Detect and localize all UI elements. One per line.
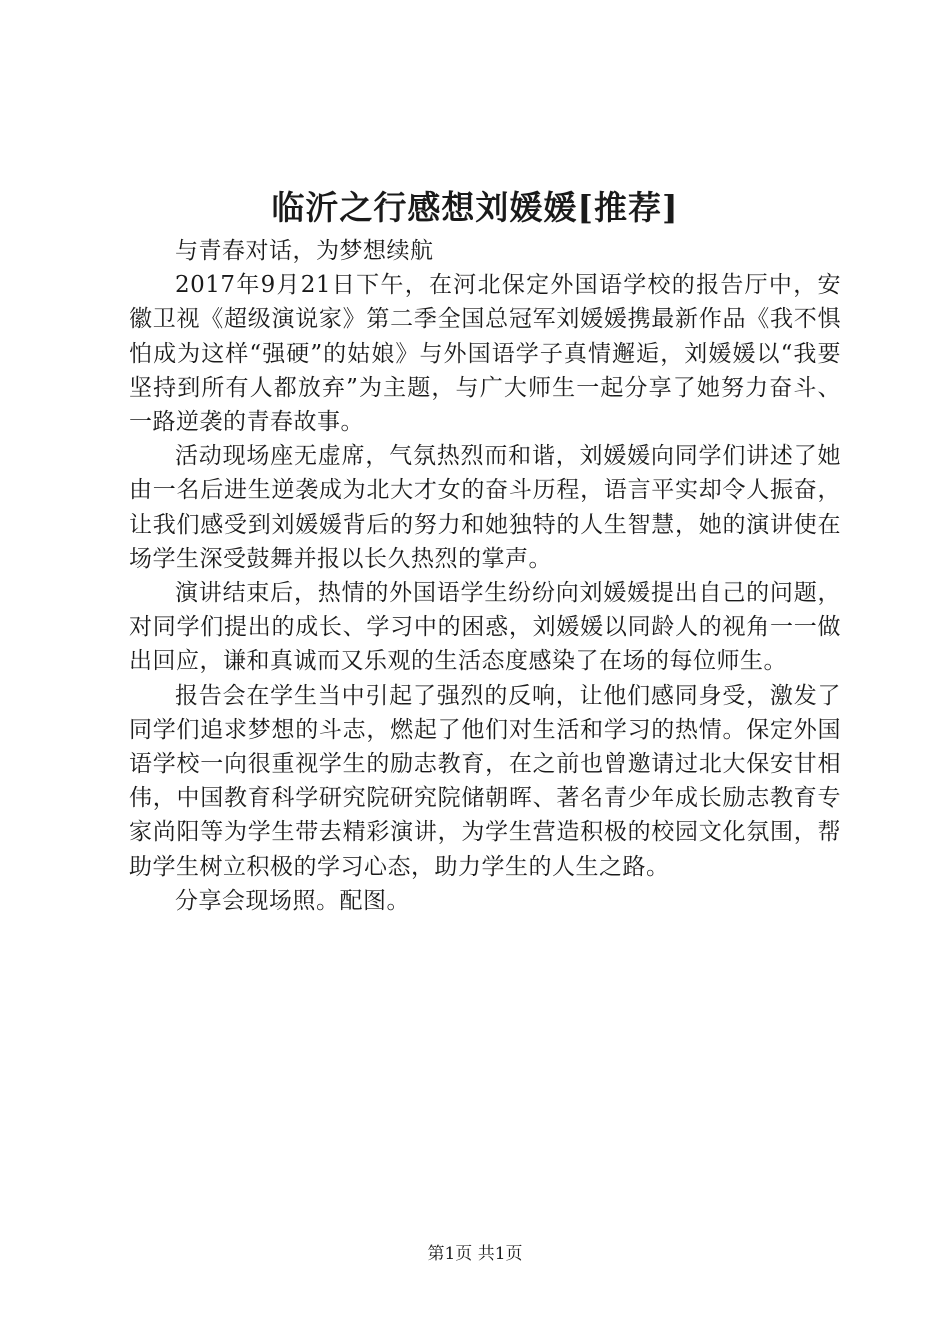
paragraph-5: 分享会现场照。配图。	[175, 887, 410, 914]
paragraph-4: 报告会在学生当中引起了强烈的反响，让他们感同身受，激发了同学们追求梦想的斗志，燃起了他们对生活和学习的热情。保定外国语学校一向很重视学生的励志教育，在之前也曾邀请过北大保安甘相伟，中国教育科学研究院研究院储朝晖、著名青少年成长励志教育专家尚阳等为学生带去精彩演讲，为学生营造积极的校园文化氛围，帮助学生树立积极的学习心态，助力学生的人生之路。	[129, 682, 841, 880]
document-title: 临沂之行感想刘媛媛[推荐]	[271, 188, 679, 227]
paragraph-1: 2017年9月21日下午，在河北保定外国语学校的报告厅中，安徽卫视《超级演说家》第二季全国总冠军刘媛媛携最新作品《我不惧怕成为这样“强硬”的姑娘》与外国语学子真情邂逅，刘媛媛以“我要坚持到所有人都放弃”为主题，与广大师生一起分享了她努力奋斗、一路逆袭的青春故事。	[129, 272, 841, 436]
paragraph-subtitle: 与青春对话，为梦想续航	[175, 238, 434, 264]
document-body	[129, 234, 841, 918]
page-footer: 第1页 共1页	[427, 1244, 523, 1264]
paragraph-3: 演讲结束后，热情的外国语学生纷纷向刘媛媛提出自己的问题，对同学们提出的成长、学习中的困惑，刘媛媛以同龄人的视角一一做出回应，谦和真诚而又乐观的生活态度感染了在场的每位师生。	[129, 580, 841, 675]
paragraph-2: 活动现场座无虚席，气氛热烈而和谐，刘媛媛向同学们讲述了她由一名后进生逆袭成为北大才女的奋斗历程，语言平实却令人振奋，让我们感受到刘媛媛背后的努力和她独特的人生智慧，她的演讲使在场学生深受鼓舞并报以长久热烈的掌声。	[129, 443, 841, 572]
